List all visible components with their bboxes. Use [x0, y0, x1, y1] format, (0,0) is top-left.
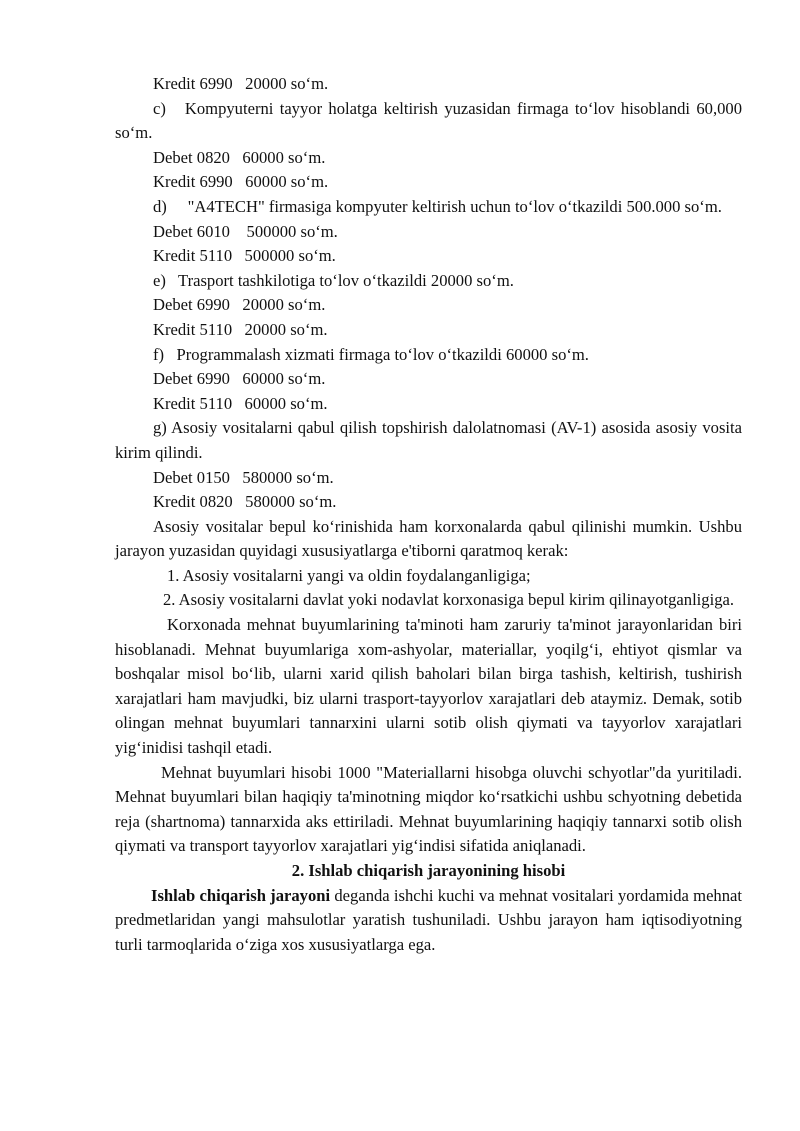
debet-line: Debet 0150 580000 so‘m. [153, 467, 334, 487]
debet-line: Debet 6010 500000 so‘m. [153, 221, 338, 241]
kredit-line: Kredit 6990 20000 so‘m. [153, 74, 329, 93]
kredit-line: Kredit 5110 60000 so‘m. [153, 393, 328, 413]
transaction-c: c) Kompyuterni tayyor holatga keltirish yuzasidan firmaga to‘lov hisoblandi 60,000 so‘m. [115, 98, 747, 143]
term-bold: Ishlab chiqarish jarayoni [151, 885, 331, 905]
debet-line: Debet 0820 60000 so‘m. [153, 147, 326, 167]
transaction-f: f) Programmalash xizmati firmaga to‘lov o‘tkazildi 60000 so‘m. [153, 344, 589, 364]
kredit-line: Kredit 0820 580000 so‘m. [153, 492, 337, 512]
debet-line: Debet 6990 60000 so‘m. [153, 369, 326, 389]
list-item: 2. Asosiy vositalarni davlat yoki nodavlat korxonasiga bepul kirim qilinayotganligiga. [163, 590, 735, 610]
paragraph-bepul: Asosiy vositalar bepul ko‘rinishida ham korxonalarda qabul qilinishi mumkin. Ushbu jarayon yuzasidan quyidagi xususiyatlarga e'tiborni qaratmoq kerak: [115, 516, 742, 561]
transaction-d: d) "A4TECH" firmasiga kompyuter keltirish uchun to‘lov o‘tkazildi 500.000 so‘m. [153, 196, 722, 216]
debet-line: Debet 6990 20000 so‘m. [153, 295, 326, 315]
kredit-line: Kredit 5110 20000 so‘m. [153, 319, 328, 339]
paragraph-mehnat: Mehnat buyumlari hisobi 1000 "Materiallarni hisobga oluvchi schyotlar"da yuritiladi. Mehnat buyumlari bilan haqiqiy ta'minotning miqdor ko‘rsatkichi ushbu schyotning debetida reja (shartnoma) tannarxida aks ettiriladi. Mehnat buyumlarining haqiqiy tannarxi sotib olish qiymati va transport tayyorlov xarajatlari yig‘indisi sifatida aniqlanadi. [115, 762, 742, 856]
section-heading: 2. Ishlab chiqarish jarayonining hisobi [291, 861, 566, 880]
paragraph-korxonada: Korxonada mehnat buyumlarining ta'minoti ham zaruriy ta'minot jarayonlaridan biri hisoblanadi. Mehnat buyumlariga xom-ashyolar, materiallar, yoqilg‘i, ehtiyot qismlar va boshqalar misol bo‘lib, ularni xarid qilish baholari bilan birga tashish, keltirish, tushirish xarajatlari ham mavjudki, biz ularni trasport-tayyorlov xarajatlari deb ataymiz. Demak, sotib olingan mehnat buyumlari tannarxini ularni sotib olish qiymati va tayyorlov xarajatlari yig‘inidisi tashqil etadi. [115, 615, 742, 758]
transaction-e: e) Trasport tashkilotiga to‘lov o‘tkazildi 20000 so‘m. [153, 270, 514, 290]
kredit-line: Kredit 6990 60000 so‘m. [153, 172, 329, 192]
transaction-g: g) Asosiy vositalarni qabul qilish topshirish dalolatnomasi (AV-1) asosida asosiy vosita kirim qilindi. [115, 418, 742, 462]
paragraph-ishlab [115, 884, 742, 958]
list-item: 1. Asosiy vositalarni yangi va oldin foydalanganligiga; [167, 565, 531, 585]
paragraph-text: deganda ishchi kuchi va mehnat vositalari yordamida mehnat predmetlaridan yangi mahsulotlar yaratish tushuniladi. Ushbu jarayon ham iqtisodiyotning turli tarmoqlarida o‘ziga xos xususiyatlarga ega. [115, 885, 742, 954]
kredit-line: Kredit 5110 500000 so‘m. [153, 246, 336, 266]
